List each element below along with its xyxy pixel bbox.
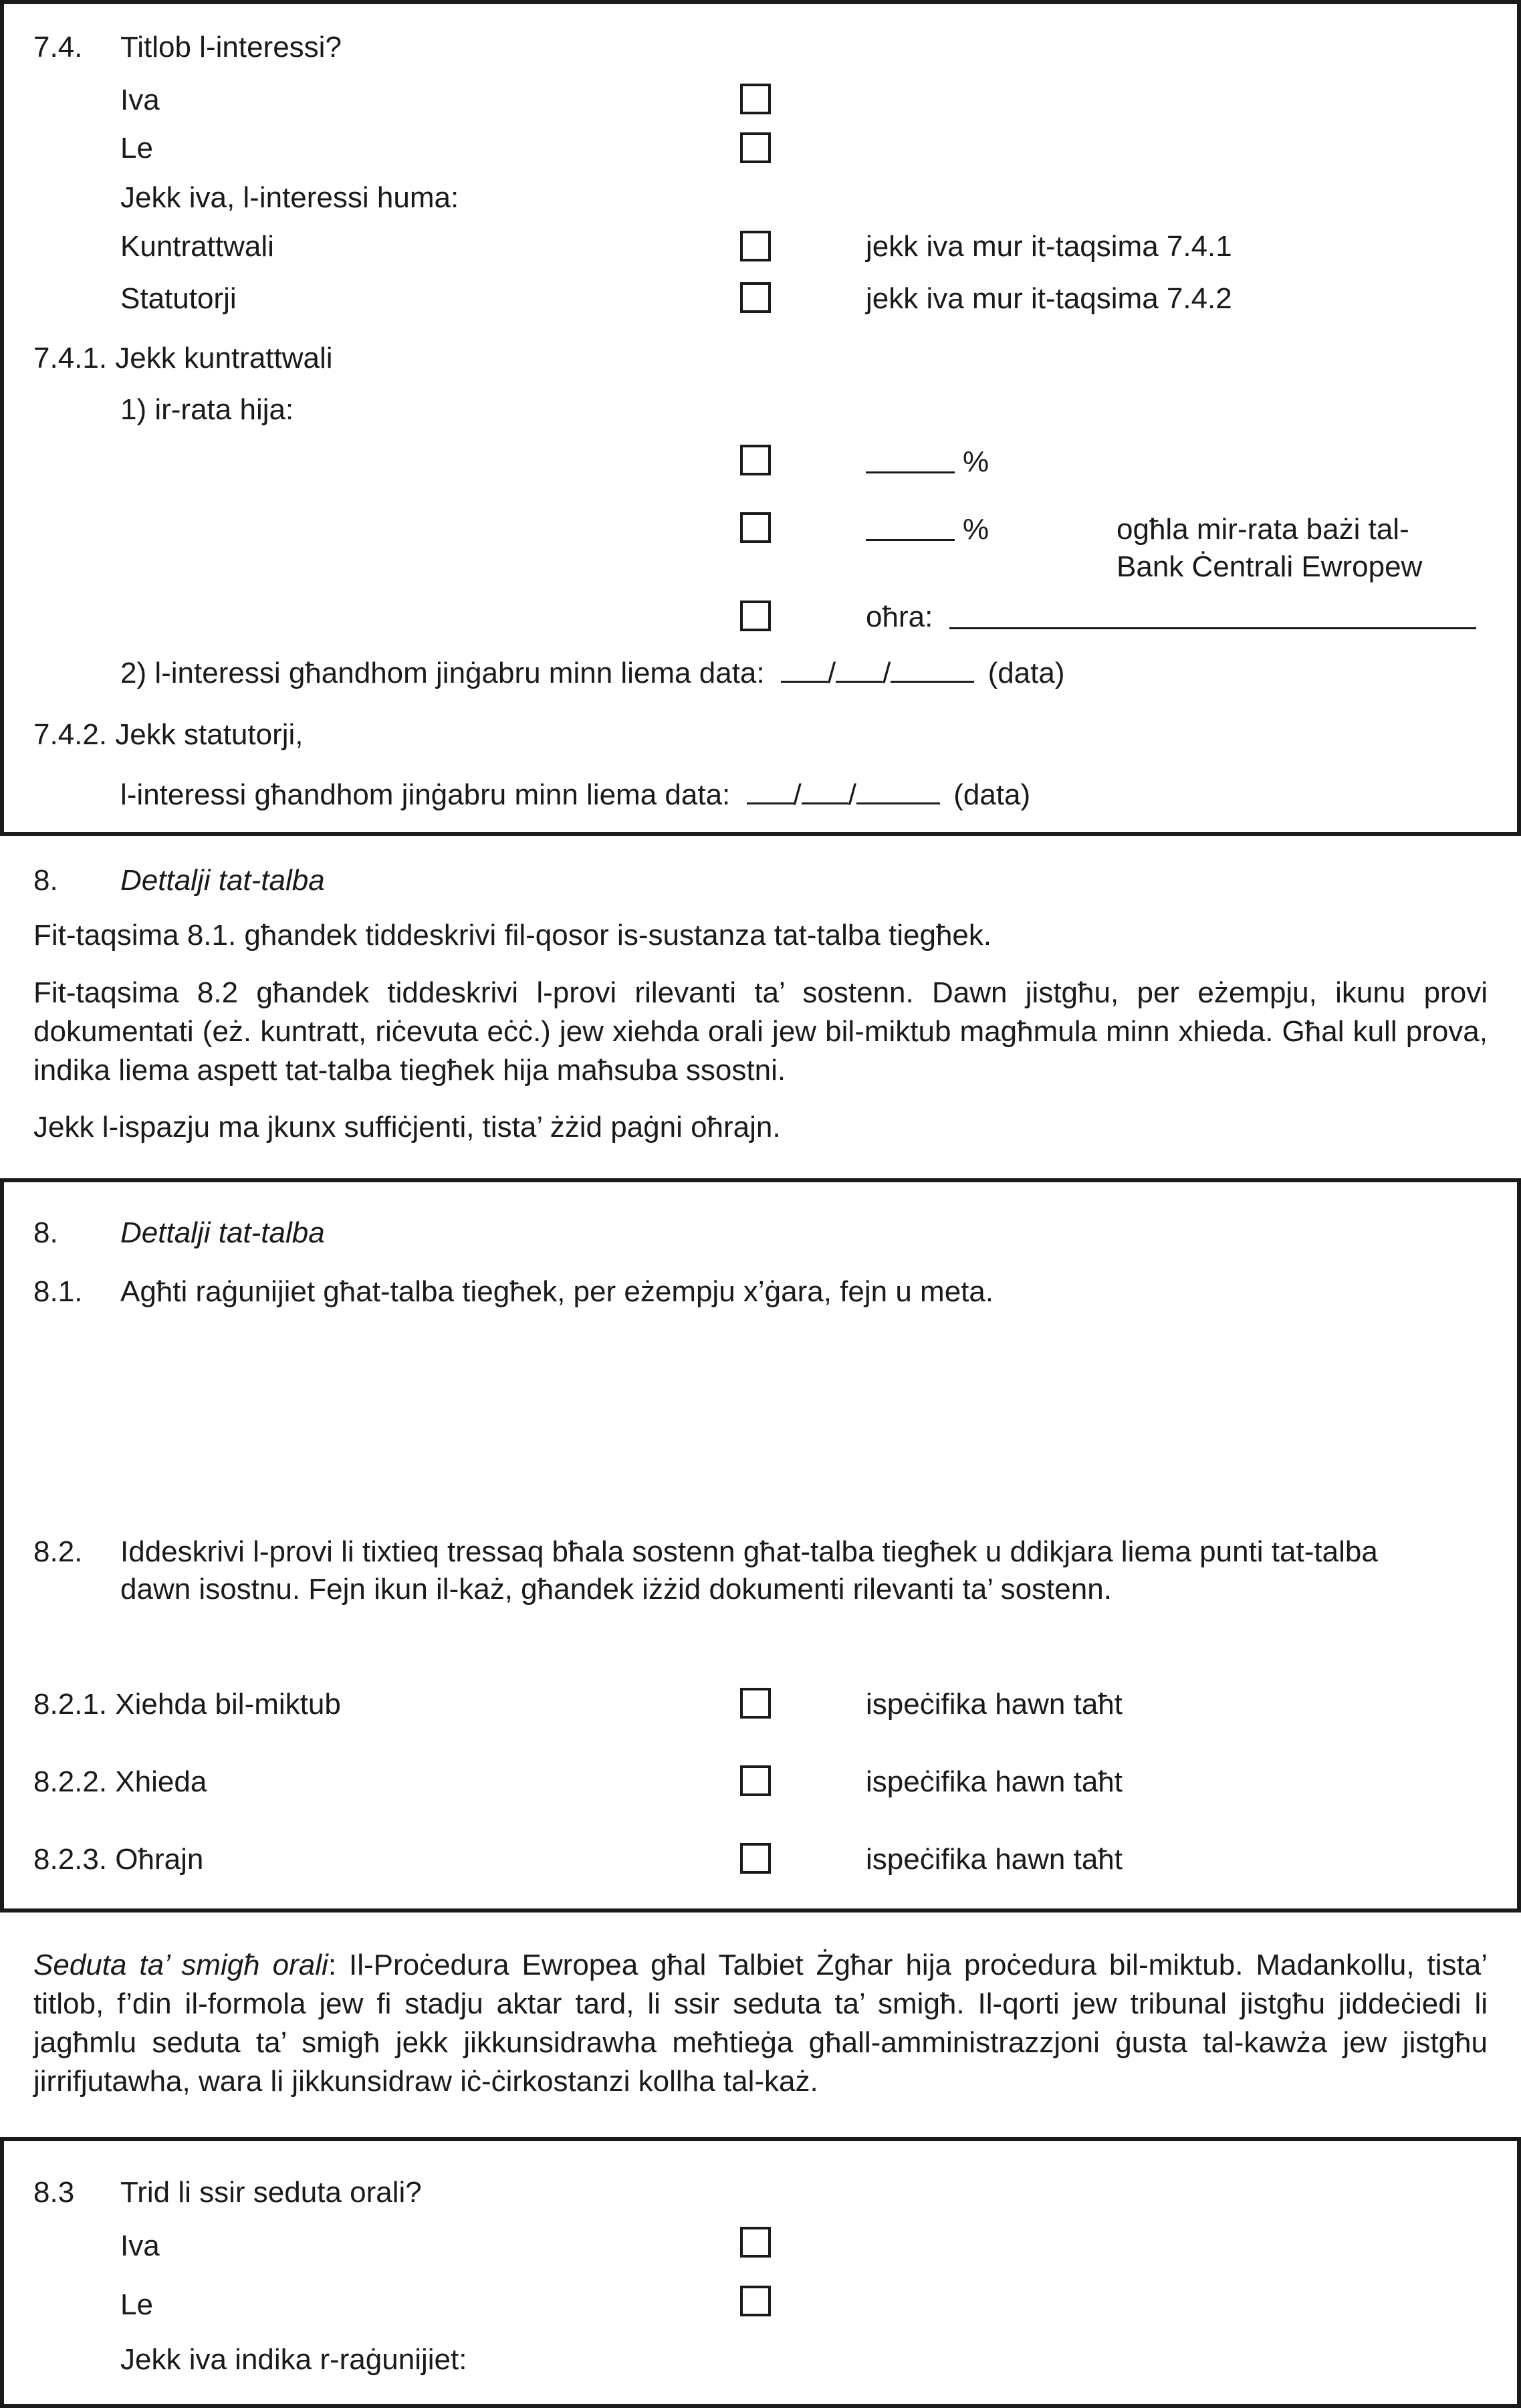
s822-note: ispeċifika hawn taħt [866,1765,1123,1798]
s83-question: Trid li ssir seduta orali? [120,2176,422,2209]
s8-number: 8. [33,1216,58,1249]
s741-rate-label: 1) ir-rata hija: [120,393,294,426]
s823-note: ispeċifika hawn taħt [866,1843,1123,1876]
s74-if-yes: Jekk iva, l-interessi huma: [120,181,459,214]
s742-due-data: (data) [953,778,1031,811]
s82-line2: dawn isostnu. Fejn ikun il-każ, għandek iżżid dokumenti rilevanti ta’ sostenn. [120,1573,1112,1606]
s83-le-label: Le [120,2288,153,2321]
s742-due-slash1: / [793,778,802,811]
s8-intro-title: Dettalji tat-talba [120,864,325,897]
s74-statutory-label: Statutorji [120,282,237,315]
s742-due-month-blank[interactable] [802,776,848,804]
s8-intro-p1: Fit-taqsima 8.1. għandek tiddeskrivi fil-qosor is-sustanza tat-talba tiegħek. [33,919,992,952]
s741-due-label: 2) l-interessi għandhom jinġabru minn liema data: [120,657,765,689]
s82-number: 8.2. [33,1535,83,1568]
s74-iva-label: Iva [120,84,160,116]
s821-checkbox[interactable] [740,1688,771,1719]
s741-ecb-line2: Bank Ċentrali Ewropew [1117,550,1423,583]
s741-due-day-blank[interactable] [781,654,828,683]
s74-contractual-checkbox[interactable] [740,231,771,261]
s83-le-checkbox[interactable] [740,2286,771,2316]
s742-due-day-blank[interactable] [747,776,794,804]
s741-due-slash2: / [883,657,891,689]
s823-label: 8.2.3. Oħrajn [33,1843,204,1876]
s742-due-year-blank[interactable] [856,776,940,804]
s822-checkbox[interactable] [740,1765,771,1796]
s81-text: Agħti raġunijiet għat-talba tiegħek, per eżempju x’ġara, fejn u meta. [120,1275,994,1308]
s741-due-data: (data) [987,657,1065,689]
s741-due-year-blank[interactable] [891,654,974,683]
s83-iva-checkbox[interactable] [740,2227,771,2258]
s74-le-checkbox[interactable] [740,132,771,163]
s83-reasons-label: Jekk iva indika r-raġunijiet: [120,2343,467,2376]
s74-question: Titlob l-interessi? [120,31,342,64]
oral-hearing-text: : Il-Proċedura Ewropea għal Talbiet Żgħar hija proċedura bil-miktub. Madankollu, tista’ titlob, f’din il-formola jew fi stadju aktar tard, li ssir seduta ta’ smigħ. Il-qorti jew tribunal jistgħu jiddeċiedi li jagħmlu seduta ta’ smigħ jekk jikkunsidrawha meħtieġa għall-amministrazzjoni ġusta tal-kawża jew jistgħu jirrifjutawha, wara li jikkunsidraw iċ-ċirkostanzi kollha tal-każ. [33,1949,1488,2098]
s821-label: 8.2.1. Xiehda bil-miktub [33,1688,341,1721]
s74-statutory-note: jekk iva mur it-taqsima 7.4.2 [866,282,1232,315]
s74-le-label: Le [120,132,153,165]
s741-due-row [120,654,1065,693]
s742-due-row [120,776,1030,814]
s8-title: Dettalji tat-talba [120,1216,325,1249]
s74-contractual-note: jekk iva mur it-taqsima 7.4.1 [866,230,1232,263]
s74-statutory-checkbox[interactable] [740,282,771,313]
s742-due-label: l-interessi għandhom jinġabru minn liema data: [120,778,731,811]
s741-rate-ecb-checkbox[interactable] [740,512,771,543]
s82-line1: Iddeskrivi l-provi li tixtieq tressaq bħala sostenn għat-talba tiegħek u ddikjara liema punti tat-talba [120,1535,1378,1568]
s821-note: ispeċifika hawn taħt [866,1688,1123,1721]
s741-rate-fixed-pct: % [963,445,989,478]
s74-contractual-label: Kuntrattwali [120,230,274,263]
s823-checkbox[interactable] [740,1843,771,1874]
s741-ecb-line1: ogħla mir-rata bażi tal- [1117,513,1409,546]
s8-intro-number: 8. [33,864,58,897]
s81-number: 8.1. [33,1275,83,1308]
s74-iva-checkbox[interactable] [740,84,771,114]
s741-due-slash1: / [827,657,836,689]
s741-due-month-blank[interactable] [836,654,883,683]
s741-rate-ecb-pct: % [963,513,989,546]
s741-rate-ecb-blank[interactable] [866,539,955,541]
s742-due-slash2: / [848,778,856,811]
s8-intro-p3: Jekk l-ispazju ma jkunx suffiċjenti, tista’ żżid paġni oħrajn. [33,1111,781,1143]
s741-rate-fixed-checkbox[interactable] [740,445,771,475]
s741-heading: 7.4.1. Jekk kuntrattwali [33,342,333,374]
s83-iva-label: Iva [120,2229,160,2262]
s822-label: 8.2.2. Xhieda [33,1765,207,1798]
s74-number: 7.4. [33,31,83,64]
s742-heading: 7.4.2. Jekk statutorji, [33,718,304,751]
s741-rate-other-checkbox[interactable] [740,600,771,631]
s741-other-label: oħra: [866,600,933,633]
s83-number: 8.3 [33,2176,75,2209]
oral-hearing-lead: Seduta ta’ smigħ orali [33,1949,328,1981]
s8-intro-p2: Fit-taqsima 8.2 għandek tiddeskrivi l-provi rilevanti ta’ sostenn. Dawn jistgħu, per eżempju, ikunu provi dokumentati (eż. kuntratt, riċevuta eċċ.) jew xiehda orali jew bil-miktub magħmula minn xhieda. Għal kull prova, indika liema aspett tat-talba tiegħek hija maħsuba ssostni. [33,976,1488,1087]
s741-rate-fixed-blank[interactable] [866,471,955,473]
s81-answer-area[interactable] [120,1317,1484,1518]
oral-hearing-paragraph [33,1946,1488,2101]
s741-other-blank[interactable] [949,627,1476,629]
